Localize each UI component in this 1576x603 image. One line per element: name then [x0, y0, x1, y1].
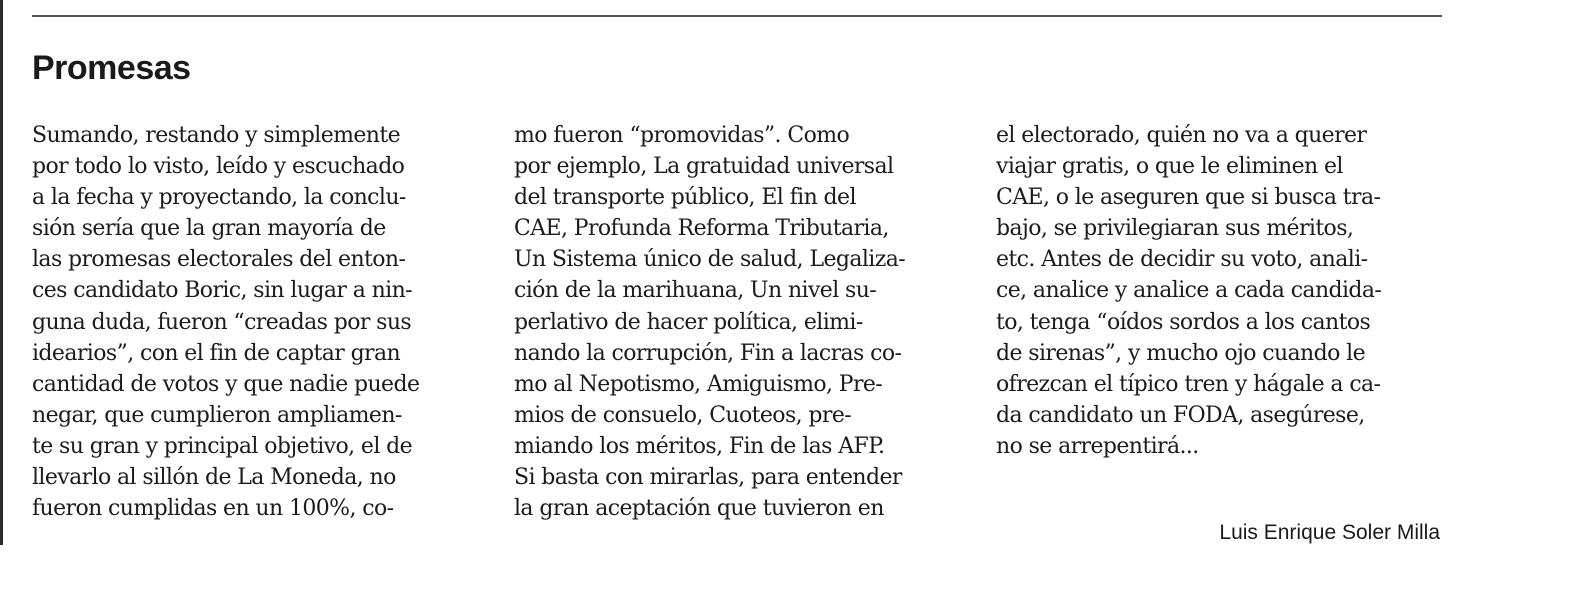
text-line: ción de la marihuana, Un nivel su-	[514, 278, 877, 304]
text-line: fueron cumplidas en un 100%, co-	[32, 496, 394, 522]
text-line: miando los méritos, Fin de las AFP.	[514, 433, 885, 459]
text-line: CAE, o le aseguren que si busca tra-	[996, 185, 1381, 211]
author-signature: Luis Enrique Soler Milla	[1219, 521, 1440, 544]
text-line: las promesas electorales del enton-	[32, 247, 406, 273]
text-line: Sumando, restando y simplemente	[32, 123, 401, 148]
text-line: idearios”, con el fin de captar gran	[32, 340, 401, 366]
top-divider-rule	[32, 15, 1442, 17]
text-line: viajar gratis, o que le eliminen el	[996, 154, 1343, 180]
text-line: no se arrepentirá...	[996, 433, 1199, 459]
left-border-rule	[0, 0, 3, 545]
text-line: perlativo de hacer política, elimi-	[514, 309, 863, 335]
text-line: la gran aceptación que tuvieron en	[514, 496, 884, 522]
text-line: llevarlo al sillón de La Moneda, no	[32, 465, 396, 491]
text-line: te su gran y principal objetivo, el de	[32, 433, 413, 459]
text-line: sión sería que la gran mayoría de	[32, 216, 386, 242]
text-line: mios de consuelo, Cuoteos, pre-	[514, 402, 852, 428]
text-line: nando la corrupción, Fin a lacras co-	[514, 340, 902, 366]
text-line: mo al Nepotismo, Amiguismo, Pre-	[514, 371, 883, 397]
text-line: mo fueron “promovidas”. Como	[514, 123, 850, 148]
text-line: guna duda, fueron “creadas por sus	[32, 309, 412, 335]
text-line: bajo, se privilegiaran sus méritos,	[996, 216, 1354, 242]
text-column-2	[514, 120, 905, 524]
text-line: Un Sistema único de salud, Legaliza-	[514, 247, 906, 273]
text-column-1	[32, 120, 419, 524]
text-line: del transporte público, El fin del	[514, 185, 856, 211]
text-line: CAE, Profunda Reforma Tributaria,	[514, 216, 889, 242]
text-line: por todo lo visto, leído y escuchado	[32, 154, 405, 180]
text-line: ofrezcan el típico tren y hágale a ca-	[996, 371, 1381, 397]
text-line: de sirenas”, y mucho ojo cuando le	[996, 340, 1366, 366]
text-line: por ejemplo, La gratuidad universal	[514, 154, 894, 180]
text-line: a la fecha y proyectando, la conclu-	[32, 185, 406, 211]
text-line: cantidad de votos y que nadie puede	[32, 371, 420, 397]
text-line: negar, que cumplieron ampliamen-	[32, 402, 402, 428]
text-line: to, tenga “oídos sordos a los cantos	[996, 309, 1371, 335]
text-line: da candidato un FODA, asegúrese,	[996, 402, 1365, 428]
text-line: ces candidato Boric, sin lugar a nin-	[32, 278, 413, 304]
text-line: ce, analice y analice a cada candida-	[996, 278, 1382, 304]
text-column-3	[996, 120, 1381, 462]
text-line: Si basta con mirarlas, para entender	[514, 465, 902, 491]
text-line: el electorado, quién no va a querer	[996, 123, 1367, 148]
article-title: Promesas	[32, 49, 191, 87]
text-line: etc. Antes de decidir su voto, anali-	[996, 247, 1368, 273]
